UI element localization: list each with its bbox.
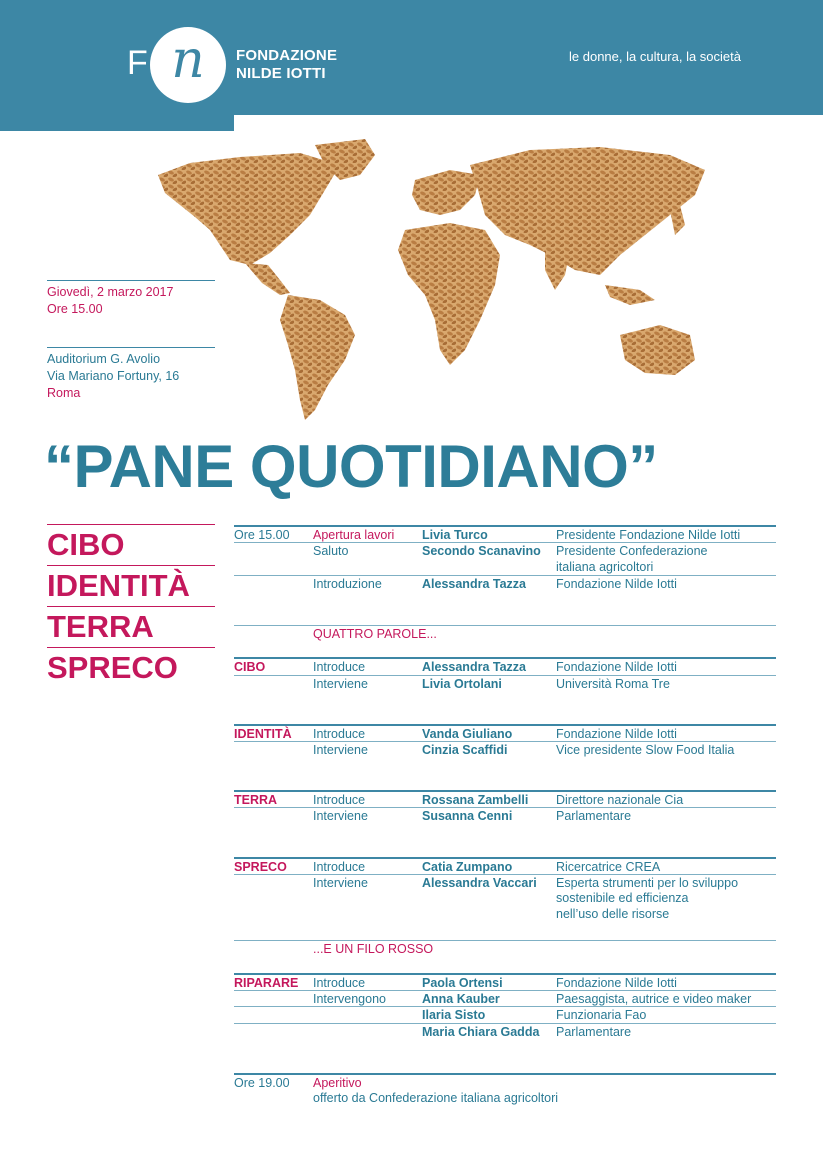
table-row: [234, 790, 776, 807]
row-topic: IDENTITÀ: [234, 727, 292, 741]
divider: [47, 280, 215, 281]
header-banner: [0, 0, 823, 115]
event-date: Giovedì, 2 marzo 2017: [47, 285, 174, 299]
keyword-spreco: SPRECO: [47, 647, 215, 688]
org-name: [236, 47, 337, 83]
row-role: Interviene: [313, 743, 368, 757]
row-affiliation: Paesaggista, autrice e video maker: [556, 992, 752, 1006]
row-speaker: Ilaria Sisto: [422, 1008, 486, 1022]
row-affiliation: Fondazione Nilde Iotti: [556, 976, 677, 990]
row-speaker: Rossana Zambelli: [422, 793, 529, 807]
row-role: Aperitivo: [313, 1076, 362, 1090]
row-affiliation: Parlamentare: [556, 1025, 632, 1039]
row-role: Interviene: [313, 809, 368, 823]
row-role: Introduce: [313, 860, 366, 874]
row-affiliation: Fondazione Nilde Iotti: [556, 727, 677, 741]
row-speaker: Susanna Cenni: [422, 809, 513, 823]
row-role: Saluto: [313, 544, 349, 558]
logo-letter-n: n: [171, 30, 205, 90]
table-row: [234, 857, 776, 874]
section-heading-row: [234, 940, 776, 957]
row-affiliation: Università Roma Tre: [556, 677, 670, 691]
row-role: Introduce: [313, 660, 366, 674]
org-name-line2: NILDE IOTTI: [236, 65, 326, 82]
row-speaker: Catia Zumpano: [422, 860, 513, 874]
row-speaker: Livia Ortolani: [422, 677, 502, 691]
table-row: [234, 675, 776, 692]
row-affiliation: Vice presidente Slow Food Italia: [556, 743, 735, 757]
row-affiliation: Direttore nazionale Cia: [556, 793, 684, 807]
row-topic: TERRA: [234, 793, 278, 807]
row-speaker: Maria Chiara Gadda: [422, 1025, 540, 1039]
row-role: Interviene: [313, 876, 368, 890]
row-affiliation: Funzionaria Fao: [556, 1008, 647, 1022]
row-role: Intervengono: [313, 992, 386, 1006]
event-date-block: [47, 280, 215, 318]
row-role: Introduce: [313, 976, 366, 990]
row-topic: CIBO: [234, 660, 266, 674]
row-speaker: Alessandra Tazza: [422, 577, 526, 591]
table-row: [234, 874, 776, 891]
row-affiliation: Parlamentare: [556, 809, 632, 823]
row-speaker: Secondo Scanavino: [422, 544, 541, 558]
row-speaker: Vanda Giuliano: [422, 727, 513, 741]
logo-circle: [150, 27, 226, 103]
table-row: [234, 657, 776, 674]
table-row: [234, 1023, 776, 1040]
row-speaker: Anna Kauber: [422, 992, 500, 1006]
event-time: Ore 15.00: [47, 302, 103, 316]
row-time: Ore 19.00: [234, 1076, 290, 1090]
keyword-identita: IDENTITÀ: [47, 565, 215, 606]
section-heading-row: [234, 625, 776, 642]
row-speaker: Alessandra Vaccari: [422, 876, 537, 890]
row-role: Interviene: [313, 677, 368, 691]
table-row: [234, 990, 776, 1007]
row-topic: RIPARARE: [234, 976, 299, 990]
section-title: QUATTRO PAROLE...: [313, 627, 437, 641]
table-row: [234, 890, 776, 907]
world-map-grain-image: [150, 135, 710, 425]
table-row: [234, 807, 776, 824]
closing-note: offerto da Confederazione italiana agricoltori: [313, 1091, 559, 1105]
org-name-line1: FONDAZIONE: [236, 47, 338, 64]
row-affiliation: Presidente Confederazione: [556, 544, 708, 558]
table-row: [234, 741, 776, 758]
row-role: Introduzione: [313, 577, 382, 591]
table-row: [234, 559, 776, 576]
event-city: Roma: [47, 386, 81, 400]
row-topic: SPRECO: [234, 860, 287, 874]
row-role: Introduce: [313, 793, 366, 807]
event-venue: Auditorium G. Avolio: [47, 352, 161, 366]
table-row: [234, 1073, 776, 1090]
table-row: [234, 525, 776, 542]
table-row: [234, 1090, 776, 1107]
keyword-terra: TERRA: [47, 606, 215, 647]
row-role: Apertura lavori: [313, 528, 395, 542]
page-title: “PANE QUOTIDIANO”: [44, 433, 658, 500]
row-affiliation: Ricercatrice CREA: [556, 860, 661, 874]
row-role: Introduce: [313, 727, 366, 741]
keyword-cibo: CIBO: [47, 524, 215, 565]
logo-letter-f: F: [127, 44, 148, 82]
row-speaker: Alessandra Tazza: [422, 660, 526, 674]
row-affiliation: Fondazione Nilde Iotti: [556, 577, 677, 591]
table-row: [234, 906, 776, 923]
row-affiliation: Esperta strumenti per lo sviluppo: [556, 876, 739, 890]
table-row: [234, 973, 776, 990]
row-affiliation: Presidente Fondazione Nilde Iotti: [556, 528, 741, 542]
row-affiliation: italiana agricoltori: [556, 560, 654, 574]
row-speaker: Paola Ortensi: [422, 976, 503, 990]
tagline: le donne, la cultura, la società: [569, 49, 741, 64]
keyword-list: [47, 524, 215, 688]
header-tab: [0, 115, 234, 131]
row-speaker: Livia Turco: [422, 528, 488, 542]
row-affiliation: Fondazione Nilde Iotti: [556, 660, 677, 674]
event-address: Via Mariano Fortuny, 16: [47, 369, 180, 383]
table-row: [234, 542, 776, 559]
divider: [47, 347, 215, 348]
row-time: Ore 15.00: [234, 528, 290, 542]
table-row: [234, 1006, 776, 1023]
table-row: [234, 575, 776, 592]
table-row: [234, 724, 776, 741]
section-title: ...E UN FILO ROSSO: [313, 942, 434, 956]
row-affiliation: nell’uso delle risorse: [556, 907, 670, 921]
event-venue-block: [47, 347, 215, 402]
row-affiliation: sostenibile ed efficienza: [556, 891, 689, 905]
row-speaker: Cinzia Scaffidi: [422, 743, 508, 757]
